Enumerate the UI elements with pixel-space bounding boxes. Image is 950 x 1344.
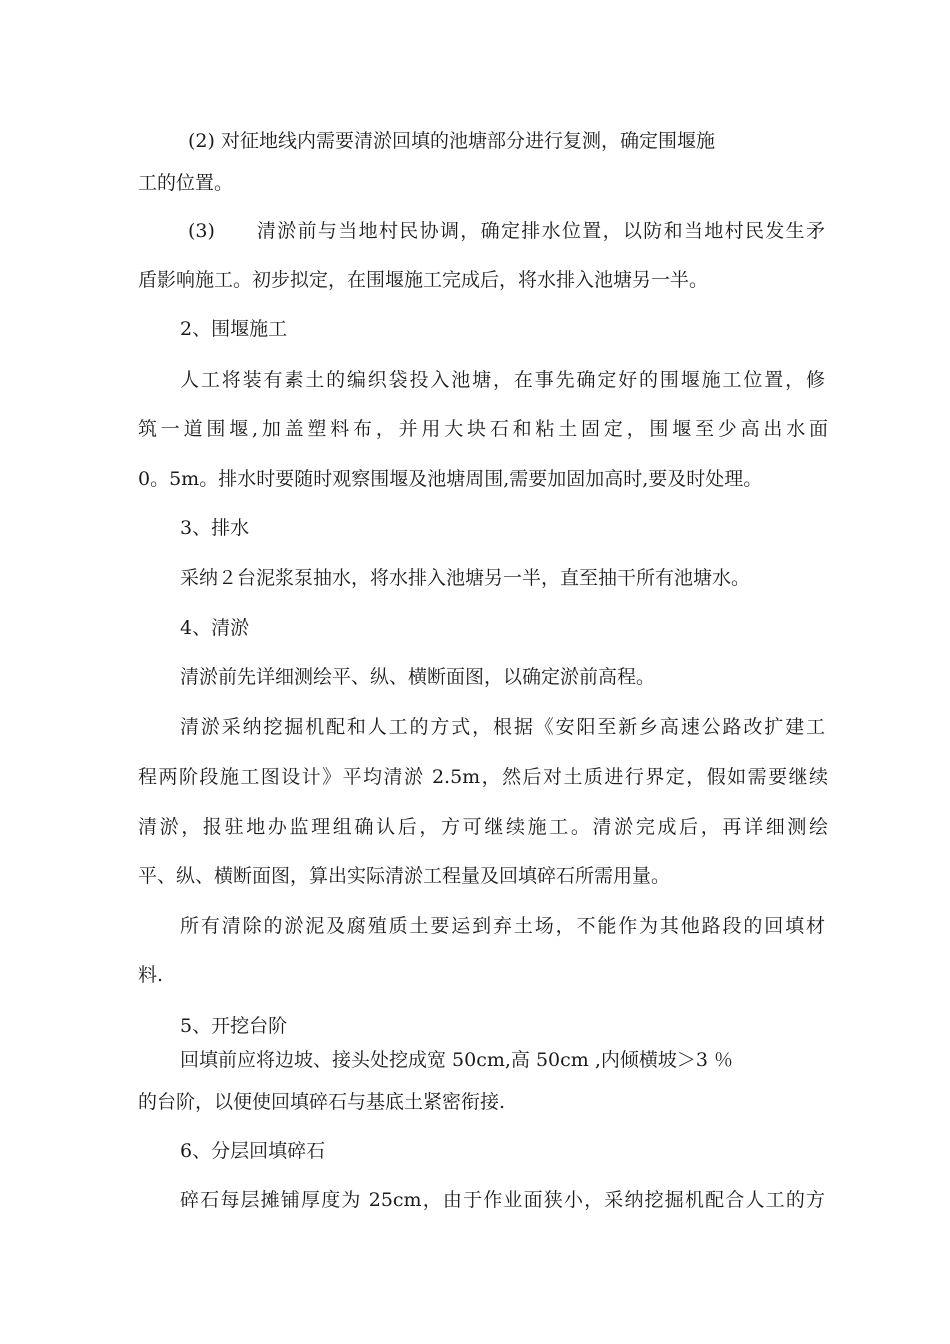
paragraph-line: 0。5m。排水时要随时观察围堰及池塘周围,需要加固加高时,要及时处理。 [138, 468, 763, 490]
paragraph-line: 的台阶，以便使回填碎石与基底土紧密衔接. [138, 1091, 506, 1113]
paragraph-line: (3) 清淤前与当地村民协调，确定排水位置，以防和当地村民发生矛 [188, 220, 825, 242]
paragraph-line: 所有清除的淤泥及腐殖质土要运到弃土场，不能作为其他路段的回填材 [180, 915, 825, 937]
section-heading: 5、开挖台阶 [180, 1015, 288, 1037]
paragraph-line: 回填前应将边坡、接头处挖成宽 50cm,高 50cm ,内倾横坡＞3 ％ [180, 1049, 733, 1071]
paragraph-line: 清淤前先详细测绘平、纵、横断面图，以确定淤前高程。 [180, 666, 656, 688]
paragraph-line: (2) 对征地线内需要清淤回填的池塘部分进行复测，确定围堰施 [188, 130, 715, 152]
paragraph-line: 清淤，报驻地办监理组确认后，方可继续施工。清淤完成后，再详细测绘 [138, 816, 828, 838]
section-heading: 4、清淤 [180, 617, 250, 639]
paragraph-line: 料. [138, 964, 164, 986]
section-heading: 6、分层回填碎石 [180, 1140, 326, 1162]
paragraph-line: 碎石每层摊铺厚度为 25cm，由于作业面狭小，采纳挖掘机配合人工的方 [180, 1189, 825, 1211]
paragraph-line: 采纳２台泥浆泵抽水，将水排入池塘另一半，直至抽干所有池塘水。 [180, 567, 751, 589]
section-heading: 2、围堰施工 [180, 318, 288, 340]
paragraph-line: 盾影响施工。初步拟定，在围堰施工完成后，将水排入池塘另一半。 [138, 269, 709, 291]
paragraph-line: 平、纵、横断面图，算出实际清淤工程量及回填碎石所需用量。 [138, 865, 671, 887]
paragraph-line: 人工将装有素土的编织袋投入池塘，在事先确定好的围堰施工位置，修 [180, 369, 825, 391]
paragraph-line: 清淤采纳挖掘机配和人工的方式，根据《安阳至新乡高速公路改扩建工 [180, 716, 825, 738]
section-heading: 3、排水 [180, 517, 250, 539]
paragraph-line: 程两阶段施工图设计》平均清淤 2.5m，然后对土质进行界定，假如需要继续 [138, 766, 828, 788]
paragraph-line: 筑一道围堰,加盖塑料布，并用大块石和粘土固定，围堰至少高出水面 [138, 418, 828, 440]
paragraph-line: 工的位置。 [138, 172, 234, 194]
